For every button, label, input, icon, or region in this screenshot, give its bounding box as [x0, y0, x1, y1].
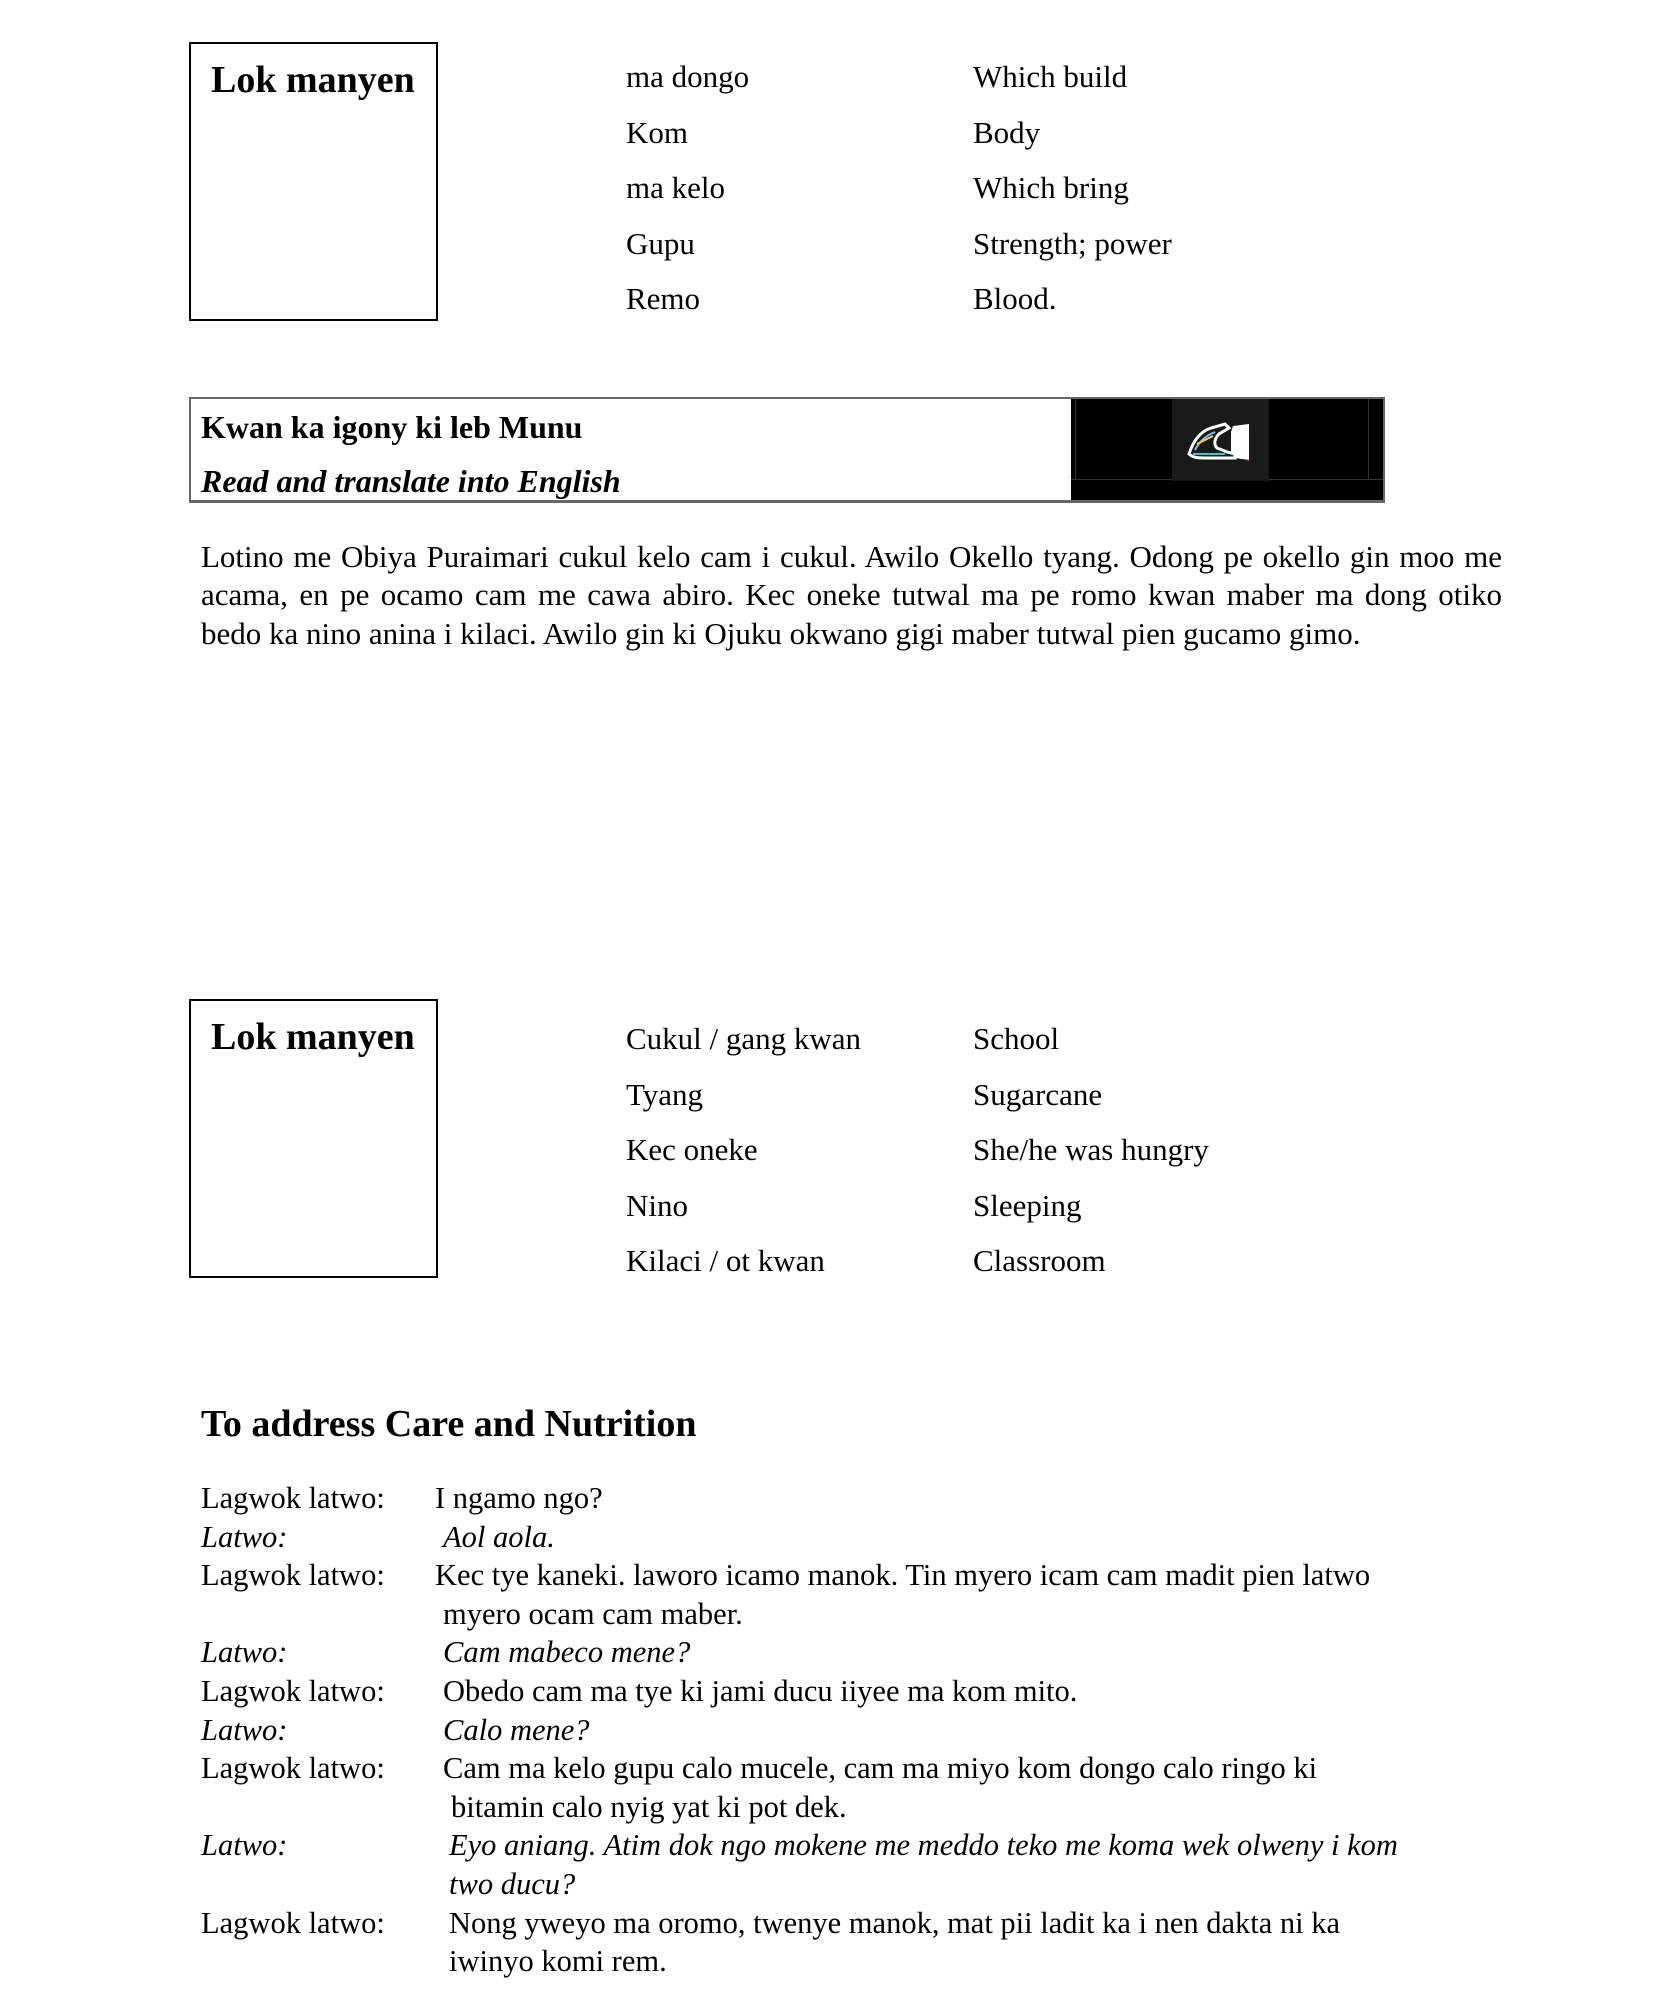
dialogue-line [201, 1633, 1521, 1672]
dialogue-speaker: Latwo: [201, 1519, 288, 1554]
vocab-term: ma kelo [626, 170, 725, 205]
dialogue-speaker: Latwo: [201, 1828, 288, 1863]
dialogue-text-continued: myero ocam cam maber. [443, 1596, 743, 1631]
dialogue-text-continued: iwinyo komi rem. [449, 1944, 667, 1979]
vocab-meaning: Sleeping [973, 1187, 1082, 1223]
dialogue-text: Cam mabeco mene? [443, 1635, 691, 1670]
dialogue-text: Nong yweyo ma oromo, twenye manok, mat pii ladit ka i nen dakta ni ka [449, 1905, 1341, 1940]
vocab-term: Kom [626, 114, 688, 150]
vocab-term: Kilaci / ot kwan [626, 1243, 825, 1278]
banner-title: Kwan ka igony ki leb Munu [201, 409, 583, 445]
dialogue-speaker: Lagwok latwo: [201, 1751, 385, 1786]
vocab-box-1 [189, 42, 438, 321]
dialogue-speaker: Latwo: [201, 1635, 288, 1670]
dialogue-speaker: Latwo: [201, 1712, 288, 1747]
dialogue-text-continued: two ducu? [449, 1866, 576, 1901]
dialogue-line [201, 1479, 1521, 1518]
dialogue-speaker: Lagwok latwo: [201, 1673, 385, 1708]
dialogue-text: I ngamo ngo? [435, 1481, 603, 1515]
vocab-meaning: Which build [973, 59, 1128, 94]
dialogue-text: Cam ma kelo gupu calo mucele, cam ma miyo kom dongo calo ringo ki [443, 1751, 1318, 1786]
vocab-meaning: School [973, 1021, 1060, 1056]
vocab-meaning: Sugarcane [973, 1076, 1103, 1112]
vocab-term: Kec oneke [626, 1132, 758, 1167]
dialogue [201, 1479, 1521, 1981]
vocab-meaning: She/he was hungry [973, 1132, 1209, 1167]
dialogue-text: Aol aola. [443, 1519, 555, 1554]
vocab-box-2 [189, 999, 438, 1278]
dialogue-line [201, 1556, 1521, 1633]
dialogue-speaker: Lagwok latwo: [201, 1481, 385, 1515]
section-heading: To address Care and Nutrition [201, 1403, 697, 1445]
vocab-term: Tyang [626, 1076, 704, 1112]
divider [1368, 399, 1369, 479]
vocab-meaning: Blood. [973, 281, 1057, 316]
dialogue-text: Kec tye kaneki. laworo icamo manok. Tin myero icam cam madit pien latwo [435, 1558, 1371, 1593]
divider [1075, 399, 1076, 479]
dialogue-text: Calo mene? [443, 1712, 590, 1747]
reading-passage: Lotino me Obiya Puraimari cukul kelo cam i cukul. Awilo Okello tyang. Odong pe okello gin moo me acama, en pe ocamo cam me cawa abiro. Kec oneke tutwal ma pe romo kwan maber ma dong otiko bedo ka nino anina i kilaci. Awilo gin ki Ojuku okwano gigi maber tutwal pien gucamo gimo. [201, 539, 1502, 651]
dialogue-text: Eyo aniang. Atim dok ngo mokene me meddo teko me koma wek olweny i kom [449, 1828, 1398, 1863]
dialogue-line [201, 1518, 1521, 1557]
dialogue-line [201, 1826, 1521, 1903]
dialogue-speaker: Lagwok latwo: [201, 1558, 385, 1593]
vocab-meaning: Classroom [973, 1243, 1106, 1278]
vocab-term: Gupu [626, 225, 695, 261]
dialogue-line [201, 1672, 1521, 1711]
vocab-box-title: Lok manyen [211, 59, 415, 101]
vocab-term: Cukul / gang kwan [626, 1021, 862, 1056]
vocab-meaning: Which bring [973, 170, 1129, 205]
dialogue-speaker: Lagwok latwo: [201, 1905, 385, 1940]
dialogue-text-continued: bitamin calo nyig yat ki pot dek. [451, 1789, 847, 1824]
vocab-meaning: Strength; power [973, 225, 1172, 261]
vocab-term: Nino [626, 1187, 688, 1223]
vocab-meaning: Body [973, 114, 1041, 150]
vocab-term: Remo [626, 281, 701, 316]
dialogue-text: Obedo cam ma tye ki jami ducu iiyee ma kom mito. [443, 1673, 1078, 1708]
vocab-term: ma dongo [626, 59, 750, 94]
banner-icon-cell [1071, 399, 1383, 500]
dialogue-line [201, 1904, 1521, 1981]
dialogue-line [201, 1711, 1521, 1750]
exercise-banner [189, 397, 1385, 503]
banner-subtitle: Read and translate into English [201, 463, 621, 499]
dialogue-line [201, 1749, 1521, 1826]
writing-hand-icon [1172, 399, 1269, 481]
vocab-box-title: Lok manyen [211, 1016, 415, 1058]
